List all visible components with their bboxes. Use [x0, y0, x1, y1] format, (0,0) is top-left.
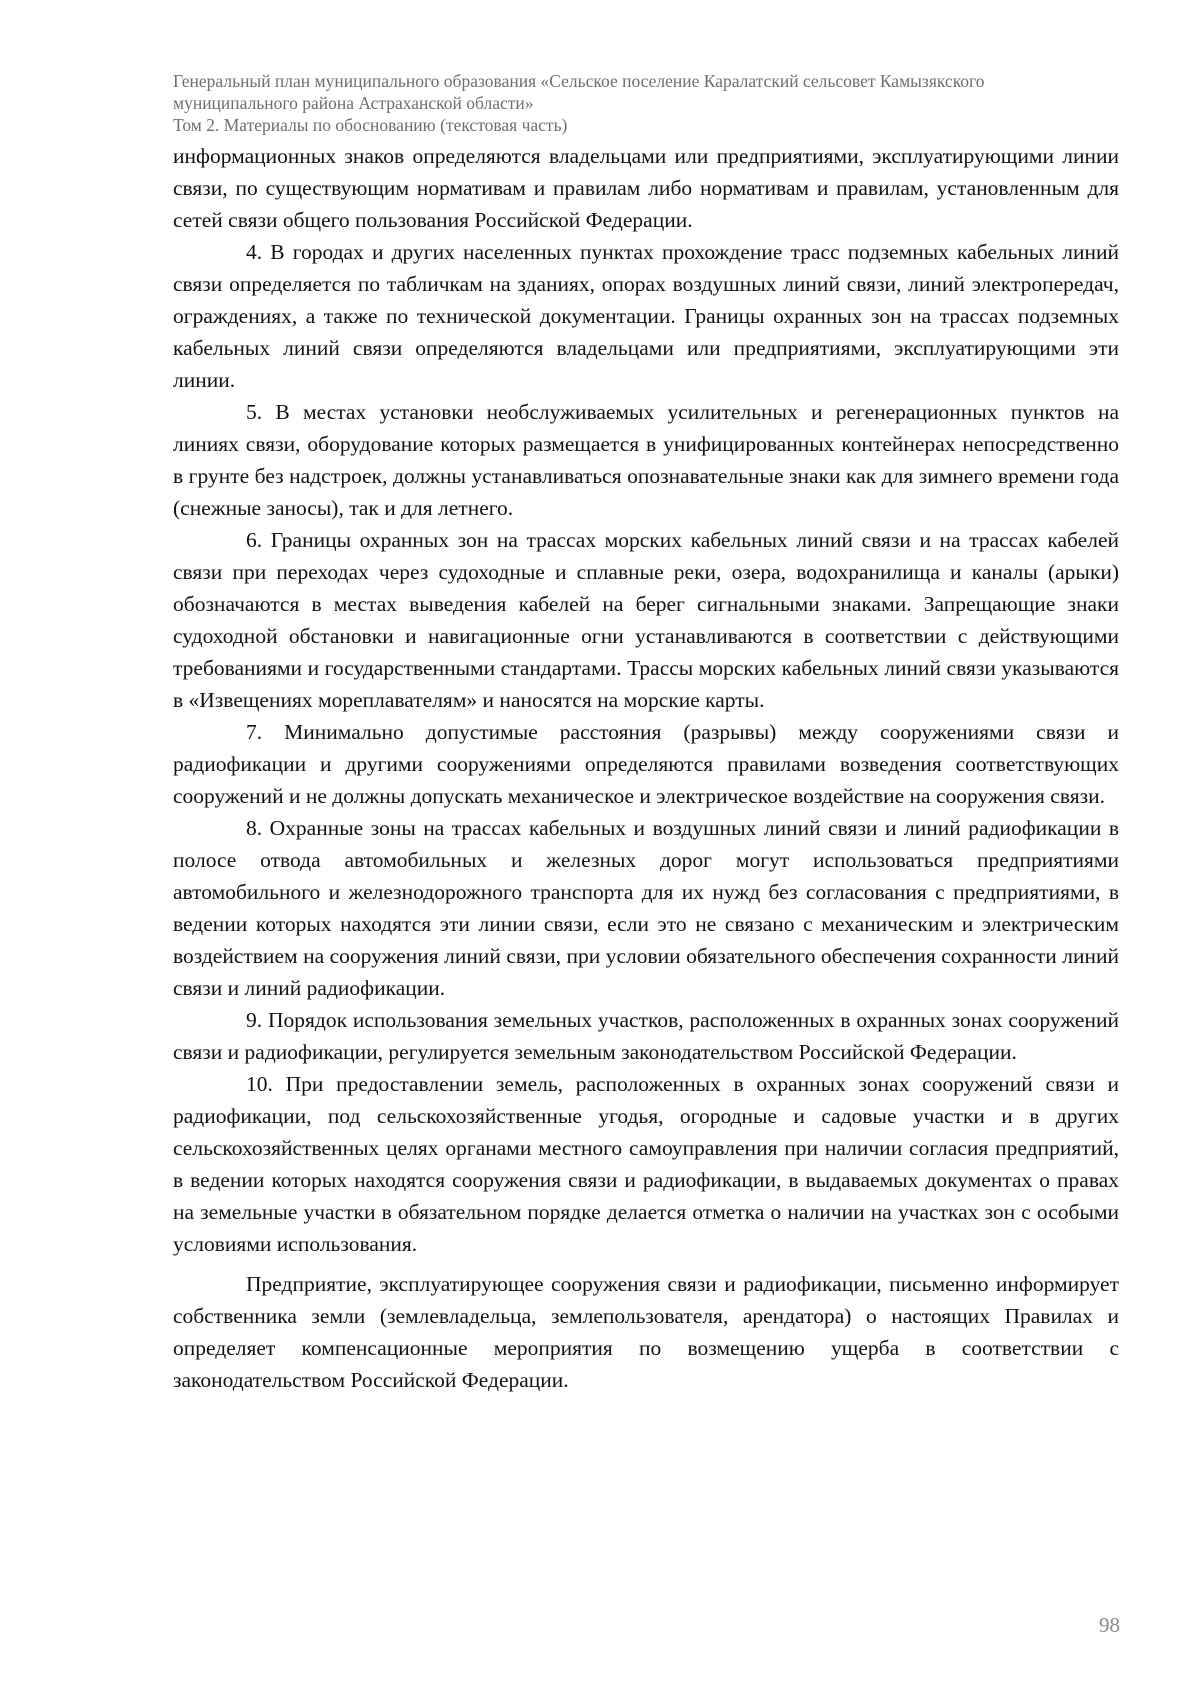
page-number: 98 [1099, 1613, 1120, 1637]
paragraph-item-9: 9. Порядок использования земельных участков, расположенных в охранных зонах сооружений связи и радиофикации, регулируется земельным законодательством Российской Федерации. [173, 1008, 1119, 1064]
paragraph-item-6: 6. Границы охранных зон на трассах морских кабельных линий связи и на трассах кабелей связи при переходах через судоходные и сплавные реки, озера, водохранилища и каналы (арыки) обозначаются в местах выведения кабелей на берег сигнальными знаками. Запрещающие знаки судоходной обстановки и навигационные огни устанавливаются в соответствии с действующими требованиями и государственными стандартами. Трассы морских кабельных линий связи указываются в «Извещениях мореплавателям» и наносятся на морские карты. [173, 528, 1119, 712]
paragraph-item-5: 5. В местах установки необслуживаемых усилительных и регенерационных пунктов на линиях связи, оборудование которых размещается в унифицированных контейнерах непосредственно в грунте без надстроек, должны устанавливаться опознавательные знаки как для зимнего времени года (снежные заносы), так и для летнего. [173, 400, 1119, 520]
paragraph-continuation: информационных знаков определяются владельцами или предприятиями, эксплуатирующими линии связи, по существующим нормативам и правилам либо нормативам и правилам, установленным для сетей связи общего пользования Российской Федерации. [173, 144, 1119, 232]
paragraph-item-4: 4. В городах и других населенных пунктах прохождение трасс подземных кабельных линий связи определяется по табличкам на зданиях, опорах воздушных линий связи, линий электропередач, ограждениях, а также по технической документации. Границы охранных зон на трассах подземных кабельных линий связи определяются владельцами или предприятиями, эксплуатирующими эти линии. [173, 240, 1119, 392]
document-body [173, 140, 1119, 1396]
paragraph-item-7: 7. Минимально допустимые расстояния (разрывы) между сооружениями связи и радиофикации и другими сооружениями определяются правилами возведения соответствующих сооружений и не должны допускать механическое и электрическое воздействие на сооружения связи. [173, 720, 1119, 808]
paragraph-closing: Предприятие, эксплуатирующее сооружения связи и радиофикации, письменно информирует собственника земли (землевладельца, землепользователя, арендатора) о настоящих Правилах и определяет компенсационные мероприятия по возмещению ущерба в соответствии с законодательством Российской Федерации. [173, 1272, 1119, 1392]
document-header [173, 70, 1133, 136]
header-line-3: Том 2. Материалы по обоснованию (текстовая часть) [173, 115, 568, 135]
header-line-2: муниципального района Астраханской области» [173, 93, 534, 113]
header-line-1: Генеральный план муниципального образования «Сельское поселение Каралатский сельсовет Камызякского [173, 71, 985, 91]
paragraph-item-8: 8. Охранные зоны на трассах кабельных и воздушных линий связи и линий радиофикации в полосе отвода автомобильных и железных дорог могут использоваться предприятиями автомобильного и железнодорожного транспорта для их нужд без согласования с предприятиями, в ведении которых находятся эти линии связи, если это не связано с механическим и электрическим воздействием на сооружения линий связи, при условии обязательного обеспечения сохранности линий связи и линий радиофикации. [173, 816, 1119, 1000]
paragraph-item-10: 10. При предоставлении земель, расположенных в охранных зонах сооружений связи и радиофикации, под сельскохозяйственные угодья, огородные и садовые участки и в других сельскохозяйственных целях органами местного самоуправления при наличии согласия предприятий, в ведении которых находятся сооружения связи и радиофикации, в выдаваемых документах о правах на земельные участки в обязательном порядке делается отметка о наличии на участках зон с особыми условиями использования. [173, 1072, 1119, 1256]
